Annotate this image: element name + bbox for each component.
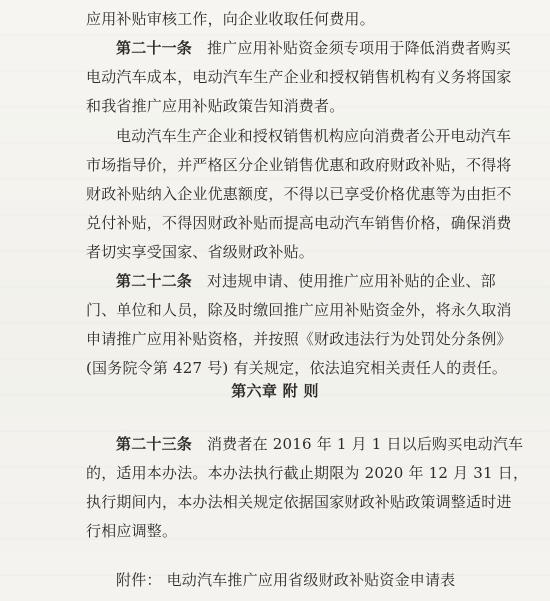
text-line-8 (86, 213, 512, 233)
text-line-16 (86, 463, 528, 483)
line-4-text: 和我省推广应用补贴政策告知消费者。 (86, 97, 345, 115)
text-line-2 (116, 38, 511, 58)
text-line-5 (116, 126, 511, 146)
line-10-text: 对违规申请、使用推广应用补贴的企业、部 (206, 272, 496, 290)
text-line-6 (86, 155, 512, 175)
attachment-text: 附件： 电动汽车推广应用省级财政补贴资金申请表 (116, 571, 456, 589)
text-line-10 (116, 271, 496, 291)
text-line-13 (86, 358, 507, 378)
article-23-label: 第二十三条 (116, 435, 193, 453)
line-2-text: 推广应用补贴资金须专项用于降低消费者购买 (206, 39, 511, 57)
text-line-17 (86, 492, 512, 512)
line-15-text: 消费者在 2016 年 1 月 1 日以后购买电动汽车 (206, 435, 524, 453)
text-line-11 (86, 300, 512, 320)
line-16-text: 的，适用本办法。本办法执行截止期限为 2020 年 12 月 31 日， (86, 464, 529, 482)
line-1-text: 应用补贴审核工作，向企业收取任何费用。 (86, 10, 375, 28)
line-8-text: 兑付补贴，不得因财政补贴而提高电动汽车销售价格，确保消费 (86, 214, 512, 232)
text-line-18 (86, 521, 177, 541)
line-18-text: 行相应调整。 (86, 522, 178, 540)
line-6-text: 市场指导价，并严格区分企业销售优惠和政府财政补贴，不得将 (86, 156, 512, 174)
attachment-line (116, 570, 455, 590)
text-line-4 (86, 96, 344, 116)
line-7-text: 财政补贴纳入企业优惠额度，不得以已享受价格优惠等为由拒不 (86, 185, 512, 203)
text-line-15 (116, 434, 523, 454)
line-13-text: (国务院令第 427 号) 有关规定，依法追究相关责任人的责任。 (86, 359, 508, 377)
text-line-12 (86, 329, 512, 349)
text-line-7 (86, 184, 512, 204)
line-12-text: 申请推广应用补贴资格，并按照《财政违法行为处罚处分条例》 (86, 330, 512, 348)
text-line-9 (86, 242, 314, 262)
line-5-text: 电动汽车生产企业和授权销售机构应向消费者公开电动汽车 (116, 127, 512, 145)
line-17-text: 执行期间内，本办法相关规定依据国家财政补贴政策调整适时进 (86, 493, 512, 511)
line-11-text: 门、单位和人员，除及时缴回推广应用补贴资金外，将永久取消 (86, 301, 512, 319)
article-22-label: 第二十二条 (116, 272, 193, 290)
text-line-1 (86, 9, 375, 29)
line-9-text: 者切实享受国家、省级财政补贴。 (86, 243, 315, 261)
line-3-text: 电动汽车成本，电动汽车生产企业和授权销售机构有义务将国家 (86, 68, 512, 86)
article-21-label: 第二十一条 (116, 39, 193, 57)
chapter-heading: 第六章 附 则 (231, 382, 319, 400)
text-line-3 (86, 67, 512, 87)
